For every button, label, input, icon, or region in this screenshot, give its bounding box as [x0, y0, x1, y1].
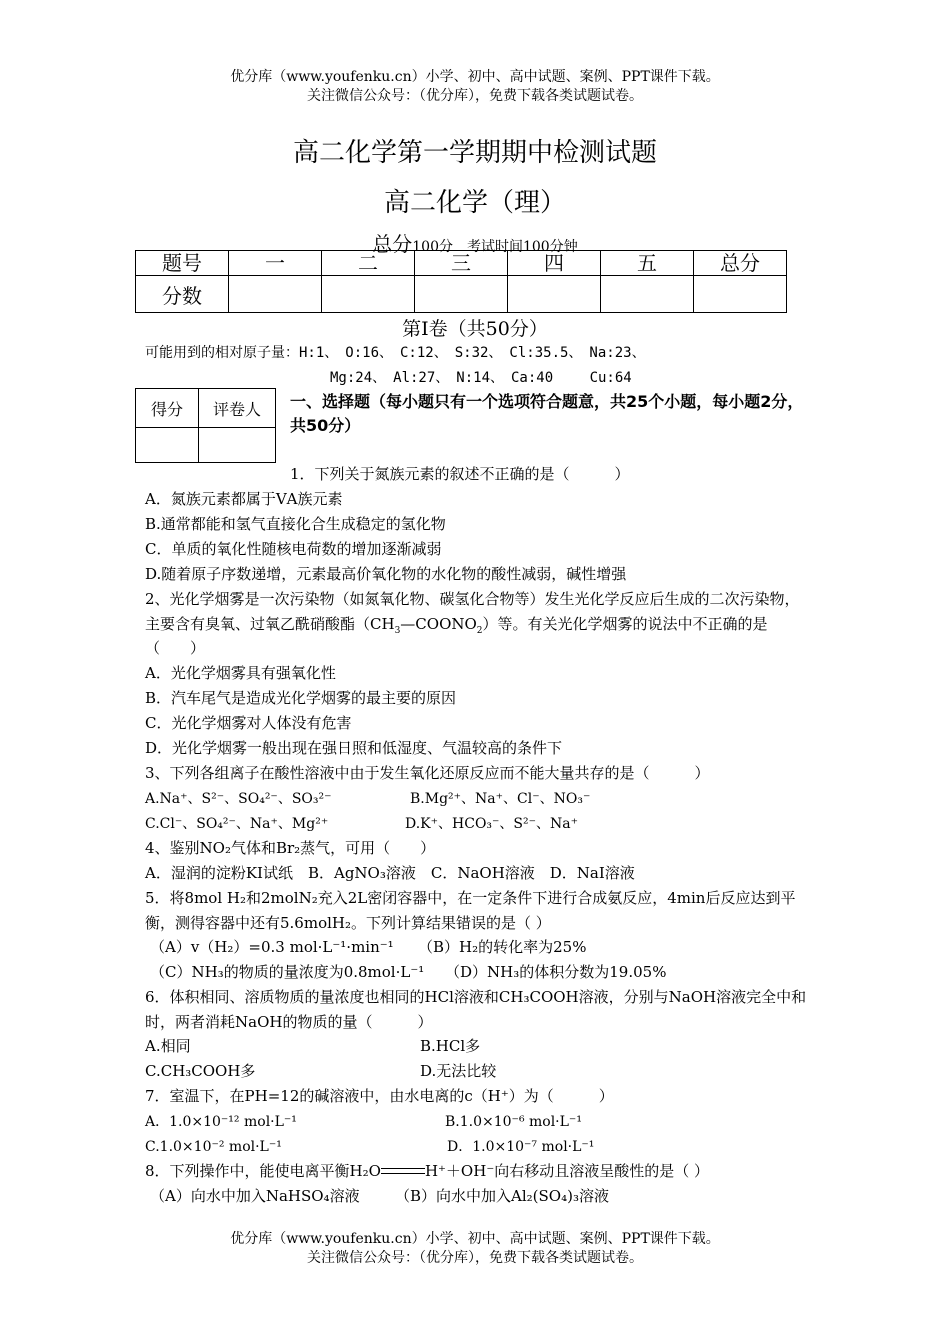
- score-table-header-row: [136, 251, 787, 276]
- q8-stem: [145, 1161, 709, 1181]
- score-table-header: 一: [229, 251, 322, 276]
- score-table-header: 四: [508, 251, 601, 276]
- q5-stem-a: 5．将8mol H₂和2molN₂充入2L密闭容器中，在一定条件下进行合成氨反应，4min后反应达到平衡，测得容器中还有5.6molH₂。下列计算结果: [145, 889, 796, 932]
- footer-line-1: 优分库（www.youfenku.cn）小学、初中、高中试题、案例、PPT课件下载。: [230, 1231, 720, 1247]
- q4-options: A．湿润的淀粉KI试纸 B．AgNO₃溶液 C．NaOH溶液 D．NaI溶液: [145, 864, 635, 882]
- atomic-mass-line-2: Mg:24、 Al:27、 N:14、 Ca:40 Cu:64: [330, 370, 632, 386]
- q6-option-d: D.无法比较: [420, 1062, 497, 1080]
- score-table: [135, 250, 787, 313]
- grader-reviewer-label: 评卷人: [199, 389, 276, 428]
- q1-stem: 1．下列关于氮族元素的叙述不正确的是（ ）: [290, 465, 630, 483]
- footer-line-2: 关注微信公众号：（优分库），免费下载各类试题试卷。: [307, 1250, 643, 1266]
- q5-option-a: （A）v（H₂）=0.3 mol·L⁻¹·min⁻¹: [150, 938, 394, 956]
- q3-option-a: A.Na⁺、S²⁻、SO₄²⁻、SO₃²⁻: [145, 791, 332, 807]
- section-1-title: 第Ⅰ卷（共50分）: [402, 318, 548, 340]
- q5-option-d: （D）NH₃的体积分数为19.05%: [445, 963, 667, 981]
- q2-option-d: D．光化学烟雾一般出现在强日照和低湿度、气温较高的条件下: [145, 739, 563, 757]
- score-table-header: 二: [322, 251, 415, 276]
- q5-stem: [145, 886, 810, 935]
- q2-option-b: B．汽车尾气是造成光化学烟雾的最主要的原因: [145, 689, 457, 707]
- header-line-1: 优分库（www.youfenku.cn）小学、初中、高中试题、案例、PPT课件下载。: [230, 69, 720, 85]
- score-table-header: 三: [415, 251, 508, 276]
- q6-stem: 6．体积相同、溶质物质的量浓度也相同的HCl溶液和CH₃COOH溶液，分别与NaOH溶液完全中和时，两者消耗NaOH的物质的量（ ）: [145, 988, 807, 1031]
- score-table-header: 总分: [694, 251, 787, 276]
- score-table-header: 五: [601, 251, 694, 276]
- score-cell: [694, 276, 787, 313]
- q5-option-c: （C）NH₃的物质的量浓度为0.8mol·L⁻¹: [150, 963, 425, 981]
- atomic-mass-line-1: 可能用到的相对原子量：H:1、 O:16、 C:12、 S:32、 Cl:35.5、 Na:23、: [145, 345, 646, 361]
- grader-reviewer-cell: [199, 428, 276, 463]
- q1-option-b: B.通常都能和氢气直接化合生成稳定的氢化物: [145, 515, 446, 533]
- q5-stem-b: 的是（ ）: [486, 913, 551, 932]
- q7-stem: 7．室温下，在PH=12的碱溶液中，由水电离的c（H⁺）为（ ）: [145, 1087, 614, 1105]
- q7-option-a: A．1.0×10⁻¹² mol·L⁻¹: [145, 1114, 297, 1130]
- q7-option-d: D．1.0×10⁻⁷ mol·L⁻¹: [447, 1139, 595, 1155]
- q3-option-d: D.K⁺、HCO₃⁻、S²⁻、Na⁺: [405, 816, 579, 832]
- q5-option-b: （B）H₂的转化率为25%: [418, 938, 587, 956]
- score-cell: [229, 276, 322, 313]
- q2-stem-a: 2、光化学烟雾是一次污染物（如氮氧化物、碳氢化合物等）发生光化学反应后生成的二次污染物，主要含有臭氧、过氧乙酰硝酸酯（CH: [145, 590, 800, 633]
- score-table-header: 题号: [136, 251, 229, 276]
- q2-stem-c: ）等。有关光化学烟雾的说法中不正确的是（ ）: [145, 614, 768, 657]
- score-row-label: 分数: [136, 276, 229, 313]
- q8-option-b: （B）向水中加入Al₂(SO₄)₃溶液: [395, 1187, 609, 1205]
- grader-score-cell: [136, 428, 199, 463]
- q7-option-c: C.1.0×10⁻² mol·L⁻¹: [145, 1139, 282, 1155]
- q1-option-d: D.随着原子序数递增，元素最高价氧化物的水化物的酸性减弱，碱性增强: [145, 565, 627, 583]
- q3-option-c: C.Cl⁻、SO₄²⁻、Na⁺、Mg²⁺: [145, 816, 329, 832]
- q6-option-c: C.CH₃COOH多: [145, 1062, 256, 1080]
- q3-option-b: B.Mg²⁺、Na⁺、Cl⁻、NO₃⁻: [410, 791, 591, 807]
- equilibrium-arrow-icon: [381, 1166, 425, 1178]
- total-label: 总分: [372, 232, 413, 256]
- score-cell: [601, 276, 694, 313]
- q5-stem-emph: 错误: [456, 913, 487, 932]
- score-cell: [508, 276, 601, 313]
- q2-stem: [145, 587, 810, 661]
- grader-score-label: 得分: [136, 389, 199, 428]
- q1-option-c: C．单质的氧化性随核电荷数的增加逐渐减弱: [145, 540, 442, 558]
- grader-box: [135, 388, 276, 463]
- score-cell: [322, 276, 415, 313]
- q4-stem: 4、鉴别NO₂气体和Br₂蒸气，可用（ ）: [145, 839, 436, 857]
- q2-option-c: C．光化学烟雾对人体没有危害: [145, 714, 352, 732]
- score-cell: [415, 276, 508, 313]
- q8-stem-a: 8．下列操作中，能使电离平衡H₂O: [145, 1162, 381, 1180]
- q8-option-a: （A）向水中加入NaHSO₄溶液: [150, 1187, 360, 1205]
- exam-meta-rest: 100分 考试时间100分钟: [412, 239, 578, 255]
- q7-option-b: B.1.0×10⁻⁶ mol·L⁻¹: [445, 1114, 582, 1130]
- page-title: 高二化学第一学期期中检测试题: [292, 138, 657, 168]
- score-table-score-row: [136, 276, 787, 313]
- section-heading: 一、选择题（每小题只有一个选项符合题意，共25个小题，每小题2分，共50分）: [290, 392, 804, 435]
- q1-option-a: A．氮族元素都属于ⅤA族元素: [145, 490, 343, 508]
- q2-option-a: A．光化学烟雾具有强氧化性: [145, 664, 336, 682]
- q2-stem-sub-1: 3: [394, 625, 401, 636]
- header-line-2: 关注微信公众号：（优分库），免费下载各类试题试卷。: [307, 88, 643, 104]
- q8-stem-b: H⁺＋OH⁻向右移动且溶液呈酸性的是（ ）: [424, 1162, 710, 1180]
- q2-stem-sub-2: 2: [476, 625, 483, 636]
- q2-stem-b: —COONO: [400, 614, 477, 633]
- q3-stem: 3、下列各组离子在酸性溶液中由于发生氧化还原反应而不能大量共存的是（ ）: [145, 764, 710, 782]
- q6-option-a: A.相同: [145, 1037, 191, 1055]
- page-subtitle: 高二化学（理）: [383, 188, 566, 218]
- q6-option-b: B.HCl多: [420, 1037, 481, 1055]
